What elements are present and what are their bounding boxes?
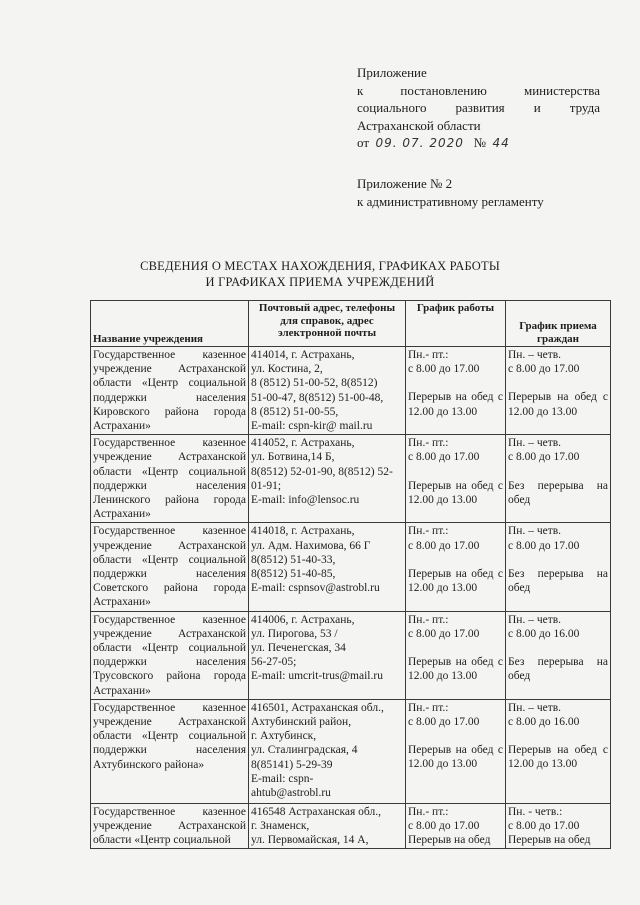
address-line: 51-00-47, 8(8512) 51-00-48, bbox=[251, 391, 384, 404]
handwritten-date: 09. 07. 2020 bbox=[375, 136, 464, 150]
reception-schedule-cell bbox=[506, 803, 611, 849]
address-line: E-mail: cspnsov@astrobl.ru bbox=[251, 582, 380, 595]
address-line: ул. Первомайская, 14 А, bbox=[251, 834, 369, 847]
table-row bbox=[91, 435, 611, 523]
appendix-2-title: Приложение № 2 bbox=[357, 176, 453, 191]
address-cell bbox=[249, 523, 406, 611]
address-line: 8 (8512) 51-00-52, 8(8512) bbox=[251, 377, 378, 390]
table-row bbox=[91, 347, 611, 435]
work-schedule-cell bbox=[406, 699, 506, 803]
reception-schedule-cell bbox=[506, 523, 611, 611]
header-address: Почтовый адрес, телефоны для справок, адрес электронной почты bbox=[249, 301, 406, 347]
work-schedule-cell-break: Перерыв на обед с 12.00 до 13.00 bbox=[408, 567, 503, 595]
work-schedule-cell-break: Перерыв на обед с 12.00 до 13.00 bbox=[408, 656, 503, 683]
appendix-title: Приложение bbox=[357, 65, 427, 80]
appendix-date-line bbox=[357, 134, 600, 153]
institution-name-cell: Государственное казенное учреждение Астраханской области «Центр социальной поддержки населения Трусовского района города Астрахани» bbox=[91, 611, 249, 699]
appendix-block bbox=[357, 64, 600, 153]
reception-schedule-cell-days: Пн. – четв. bbox=[508, 349, 562, 361]
work-schedule-cell-break: Перерыв на обед с 12.00 до 13.00 bbox=[408, 479, 503, 506]
reception-schedule-cell-break: Без перерыва на обед bbox=[508, 656, 608, 683]
address-line: E-mail: cspn-kir@ mail.ru bbox=[251, 420, 373, 433]
work-schedule-cell-days: Пн.- пт.: bbox=[408, 805, 449, 818]
work-schedule-cell-break: Перерыв на обед bbox=[408, 834, 491, 847]
address-line: 8(8512) 51-40-33, bbox=[251, 553, 336, 566]
document-heading bbox=[80, 258, 560, 290]
address-line: ул. Печенегская, 34 bbox=[251, 642, 346, 655]
appendix-line-1: к постановлению министерства bbox=[357, 82, 600, 98]
institution-name-cell: Государственное казенное учреждение Астраханской области «Центр социальной поддержки населения Ленинского района города Астрахани» bbox=[91, 435, 249, 523]
address-line: ул. Пирогова, 53 / bbox=[251, 627, 338, 640]
header-reception: График приема граждан bbox=[506, 301, 611, 347]
address-line: ул. Сталинградская, 4 bbox=[251, 744, 358, 757]
reception-schedule-cell-hours: с 8.00 до 16.00 bbox=[508, 716, 580, 729]
address-line: 416548 Астраханская обл., bbox=[251, 805, 381, 818]
address-line: E-mail: info@lensoc.ru bbox=[251, 494, 360, 507]
address-line: 8(8512) 51-40-85, bbox=[251, 568, 336, 581]
institution-name-cell: Государственное казенное учреждение Астраханской области «Центр социальной поддержки населения Ахтубинского района» bbox=[91, 699, 249, 803]
address-line: г. Ахтубинск, bbox=[251, 730, 317, 743]
date-prefix: от bbox=[357, 135, 370, 150]
work-schedule-cell-break: Перерыв на обед с 12.00 до 13.00 bbox=[408, 744, 503, 771]
reception-schedule-cell-days: Пн. – четв. bbox=[508, 525, 562, 538]
header-name: Название учреждения bbox=[91, 301, 249, 347]
institutions-table bbox=[90, 300, 611, 849]
address-line: ул. Ботвина,14 Б, bbox=[251, 451, 335, 464]
reception-schedule-cell-break: Без перерыва на обед bbox=[508, 567, 608, 595]
institution-name-cell: Государственное казенное учреждение Астраханской области «Центр социальной bbox=[91, 803, 249, 849]
reception-schedule-cell-hours: с 8.00 до 16.00 bbox=[508, 627, 580, 640]
work-schedule-cell-hours: с 8.00 до 17.00 bbox=[408, 627, 480, 640]
reception-schedule-cell-break: Перерыв на обед bbox=[508, 834, 591, 847]
table-row bbox=[91, 611, 611, 699]
address-line: 414006, г. Астрахань, bbox=[251, 613, 355, 626]
work-schedule-cell bbox=[406, 803, 506, 849]
work-schedule-cell bbox=[406, 347, 506, 435]
address-cell bbox=[249, 435, 406, 523]
address-line: Ахтубинский район, bbox=[251, 716, 352, 729]
address-line: 414014, г. Астрахань, bbox=[251, 349, 355, 361]
address-line: 414052, г. Астрахань, bbox=[251, 437, 355, 450]
table-row bbox=[91, 523, 611, 611]
appendix-2-line: к административному регламенту bbox=[357, 193, 544, 209]
work-schedule-cell bbox=[406, 611, 506, 699]
address-line: 414018, г. Астрахань, bbox=[251, 525, 355, 538]
table-row bbox=[91, 803, 611, 849]
reception-schedule-cell-break: Перерыв на обед с 12.00 до 13.00 bbox=[508, 391, 608, 418]
address-line: 8 (8512) 51-00-55, bbox=[251, 405, 339, 418]
address-line: ул. Адм. Нахимова, 66 Г bbox=[251, 539, 371, 552]
work-schedule-cell-days: Пн.- пт.: bbox=[408, 437, 449, 450]
appendix-line-2: социального развития и труда bbox=[357, 100, 600, 115]
work-schedule-cell-days: Пн.- пт.: bbox=[408, 613, 449, 626]
work-schedule-cell bbox=[406, 435, 506, 523]
address-line: 416501, Астраханская обл., bbox=[251, 701, 384, 714]
institution-name-cell: Государственное казенное учреждение Астраханской области «Центр социальной поддержки населения Советского района города Астрахани» bbox=[91, 523, 249, 611]
heading-line-1: СВЕДЕНИЯ О МЕСТАХ НАХОЖДЕНИЯ, ГРАФИКАХ РАБОТЫ bbox=[140, 259, 500, 273]
number-prefix: № bbox=[473, 135, 487, 150]
reception-schedule-cell-hours: с 8.00 до 17.00 bbox=[508, 539, 580, 552]
work-schedule-cell-hours: с 8.00 до 17.00 bbox=[408, 451, 480, 464]
reception-schedule-cell-days: Пн. - четв.: bbox=[508, 805, 563, 818]
address-line: E-mail: cspn- bbox=[251, 772, 314, 785]
work-schedule-cell-hours: с 8.00 до 17.00 bbox=[408, 363, 480, 376]
reception-schedule-cell-hours: с 8.00 до 17.00 bbox=[508, 451, 580, 464]
reception-schedule-cell-days: Пн. – четв. bbox=[508, 701, 562, 714]
reception-schedule-cell bbox=[506, 611, 611, 699]
table-row bbox=[91, 699, 611, 803]
address-line: 8(85141) 5-29-39 bbox=[251, 758, 333, 771]
reception-schedule-cell bbox=[506, 347, 611, 435]
work-schedule-cell-days: Пн.- пт.: bbox=[408, 701, 449, 714]
table-header-row bbox=[91, 301, 611, 347]
work-schedule-cell-break: Перерыв на обед с 12.00 до 13.00 bbox=[408, 391, 503, 418]
heading-line-2: И ГРАФИКАХ ПРИЕМА УЧРЕЖДЕНИЙ bbox=[205, 275, 435, 289]
work-schedule-cell bbox=[406, 523, 506, 611]
margin-mark bbox=[2, 780, 10, 870]
work-schedule-cell-days: Пн.- пт.: bbox=[408, 525, 449, 538]
reception-schedule-cell-break: Перерыв на обед с 12.00 до 13.00 bbox=[508, 744, 608, 771]
reception-schedule-cell-days: Пн. – четв. bbox=[508, 437, 562, 450]
address-cell bbox=[249, 347, 406, 435]
address-cell bbox=[249, 699, 406, 803]
work-schedule-cell-days: Пн.- пт.: bbox=[408, 349, 449, 361]
address-cell bbox=[249, 611, 406, 699]
reception-schedule-cell-hours: с 8.00 до 17.00 bbox=[508, 820, 580, 833]
work-schedule-cell-hours: с 8.00 до 17.00 bbox=[408, 716, 480, 729]
reception-schedule-cell-break: Без перерыва на обед bbox=[508, 479, 608, 506]
handwritten-number: 44 bbox=[492, 136, 510, 150]
header-work: График работы bbox=[406, 301, 506, 347]
address-line: г. Знаменск, bbox=[251, 820, 310, 833]
work-schedule-cell-hours: с 8.00 до 17.00 bbox=[408, 539, 480, 552]
address-line: 8(8512) 52-01-90, 8(8512) 52- bbox=[251, 465, 393, 478]
address-cell bbox=[249, 803, 406, 849]
appendix-line-3: Астраханской области bbox=[357, 117, 481, 133]
address-line: 56-27-05; bbox=[251, 656, 297, 669]
reception-schedule-cell-days: Пн. – четв. bbox=[508, 613, 562, 626]
reception-schedule-cell bbox=[506, 435, 611, 523]
appendix-2-block bbox=[357, 175, 617, 210]
address-line: E-mail: umcrit-trus@mail.ru bbox=[251, 670, 383, 683]
reception-schedule-cell bbox=[506, 699, 611, 803]
reception-schedule-cell-hours: с 8.00 до 17.00 bbox=[508, 363, 580, 376]
institution-name-cell: Государственное казенное учреждение Астраханской области «Центр социальной поддержки населения Кировского района города Астрахани» bbox=[91, 347, 249, 435]
work-schedule-cell-hours: с 8.00 до 17.00 bbox=[408, 820, 480, 833]
address-line: ahtub@astrobl.ru bbox=[251, 787, 331, 800]
address-line: 01-91; bbox=[251, 479, 282, 492]
address-line: ул. Костина, 2, bbox=[251, 363, 323, 376]
